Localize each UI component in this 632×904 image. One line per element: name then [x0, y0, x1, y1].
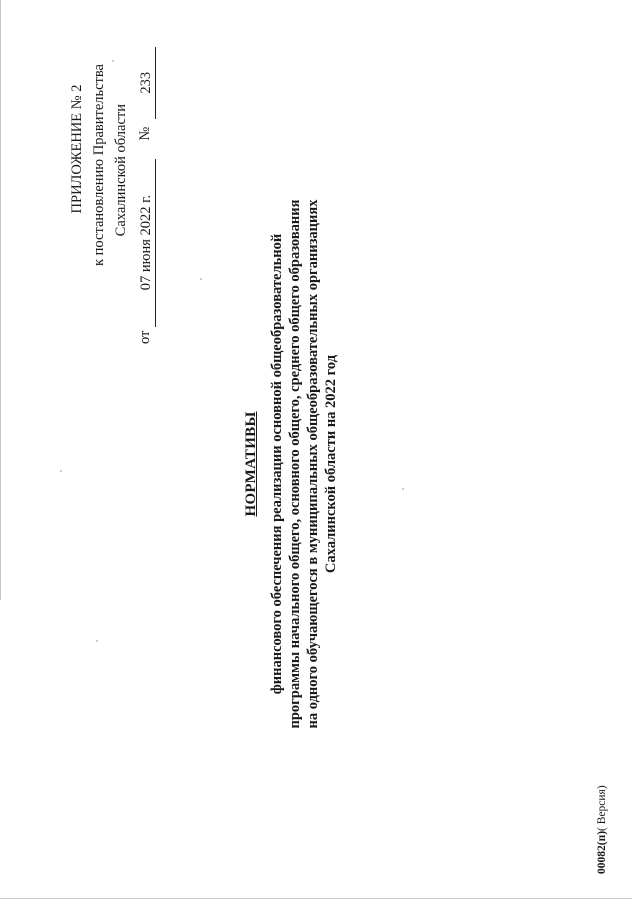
heading-line: Сахалинской области на 2022 год: [323, 354, 339, 574]
appendix-line-1: к постановлению Правительства: [91, 64, 107, 266]
document-version: ( Версия): [596, 785, 608, 831]
heading-line: на одного обучающегося в муниципальных общеобразовательных организациях: [305, 199, 321, 729]
decree-date-number-row: [134, 44, 156, 344]
decree-number: 233: [137, 47, 156, 119]
heading-title: НОРМАТИВЫ: [243, 411, 259, 517]
appendix-title: ПРИЛОЖЕНИЕ № 2: [69, 84, 85, 214]
decree-date: 07 июня 2022 г.: [137, 159, 156, 327]
document-code-number: 00082(п): [596, 830, 608, 874]
appendix-line-2: Сахалинской области: [113, 104, 129, 237]
document-heading: [242, 154, 340, 774]
from-label: от: [137, 330, 153, 344]
heading-line: программы начального общего, основного общего, среднего общего образования: [287, 199, 303, 729]
heading-line: финансового обеспечения реализации основной общеобразовательной: [269, 233, 285, 695]
appendix-block: [66, 44, 156, 344]
number-label: №: [137, 126, 153, 141]
document-code: [596, 785, 608, 874]
